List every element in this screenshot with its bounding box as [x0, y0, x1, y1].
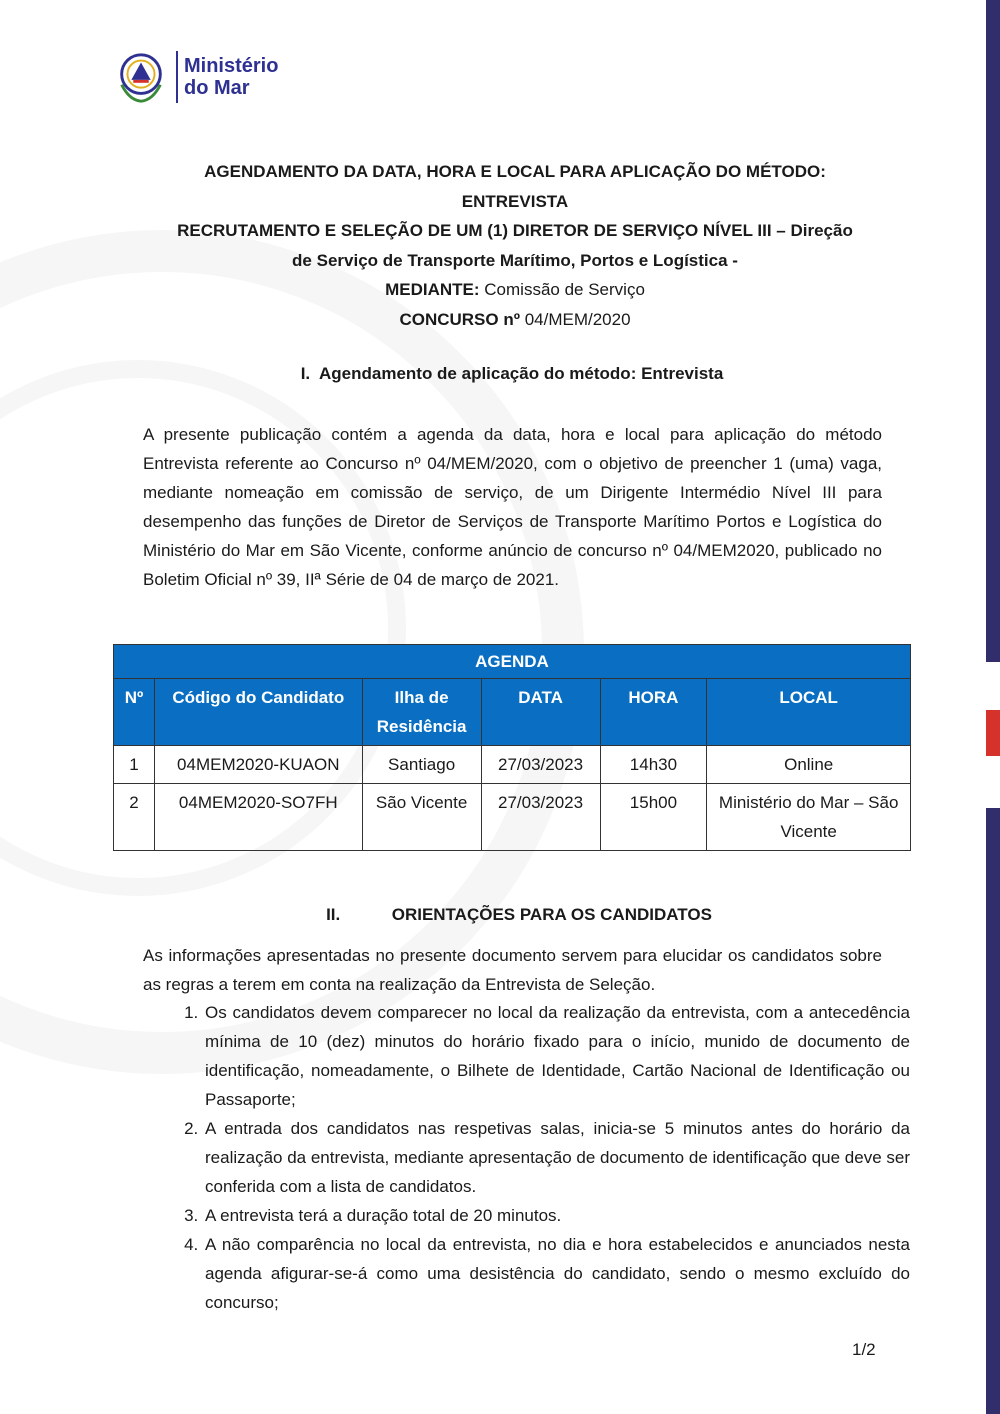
guidelines-list [175, 998, 910, 1317]
mediante-value: Comissão de Serviço [484, 280, 645, 299]
coat-of-arms-icon [112, 48, 170, 106]
header-location: LOCAL [707, 679, 911, 746]
page-number: 1/2 [852, 1340, 876, 1359]
list-item: 2. A entrada dos candidatos nas respetivas salas, inicia-se 5 minutos antes do horário da realização da entrevista, mediante apresentação de documento de identificação que deve ser conferida com a lista de candidatos. [203, 1114, 910, 1201]
table-row [114, 784, 911, 851]
logo-divider [176, 51, 178, 103]
cell-date: 27/03/2023 [481, 746, 600, 784]
section-2-intro: As informações apresentadas no presente documento servem para elucidar os candidatos sobre as regras a terem em conta na realização da Entrevista de Seleção. [143, 946, 882, 994]
ministry-logo [112, 48, 278, 106]
concurso-value: 04/MEM/2020 [524, 309, 631, 329]
header-number: Nº [114, 679, 155, 746]
cell-candidate-code: 04MEM2020-KUAON [154, 746, 362, 784]
title-line-2: ENTREVISTA [461, 191, 569, 211]
section-2-number: II. [326, 905, 341, 924]
cell-candidate-code: 04MEM2020-SO7FH [154, 784, 362, 851]
title-line-1: AGENDAMENTO DA DATA, HORA E LOCAL PARA APLICAÇÃO DO MÉTODO: [204, 162, 826, 181]
header-candidate-code: Código do Candidato [154, 679, 362, 746]
title-line-3: RECRUTAMENTO E SELEÇÃO DE UM (1) DIRETOR DE SERVIÇO NÍVEL III – Direção [177, 221, 853, 240]
mediante-label: MEDIANTE: [385, 280, 480, 299]
header-island: Ilha de Residência [362, 679, 481, 746]
header-time: HORA [600, 679, 707, 746]
side-stripe-blue-bottom [986, 808, 1000, 1414]
table-row [114, 746, 911, 784]
list-item: 1. Os candidatos devem comparecer no local da realização da entrevista, com a antecedência mínima de 10 (dez) minutos do horário fixado para o início, munido de documento de identificação, nomeadamente, o Bilhete de Identidade, Cartão Nacional de Identificação ou Passaporte; [203, 998, 910, 1114]
concurso-label: CONCURSO nº [399, 309, 520, 329]
side-stripe-red [986, 710, 1000, 756]
ministry-name [184, 55, 278, 99]
cell-time: 15h00 [600, 784, 707, 851]
section-2-heading [0, 905, 1000, 925]
cell-location: Online [707, 746, 911, 784]
title-line-4: de Serviço de Transporte Marítimo, Portos e Logística - [292, 250, 738, 270]
section-1-title: Agendamento de aplicação do método: Entrevista [318, 364, 724, 383]
section-2-title: ORIENTAÇÕES PARA OS CANDIDATOS [391, 905, 712, 924]
cell-location: Ministério do Mar – São Vicente [707, 784, 911, 851]
cell-number: 2 [114, 784, 155, 851]
section-1-heading [0, 364, 1000, 384]
cell-date: 27/03/2023 [481, 784, 600, 851]
cell-island: São Vicente [362, 784, 481, 851]
cell-number: 1 [114, 746, 155, 784]
list-item: 3. A entrevista terá a duração total de 20 minutos. [203, 1201, 910, 1230]
concurso-line [140, 305, 890, 335]
mediante-line [140, 275, 890, 305]
ministry-name-line2: do Mar [184, 77, 250, 99]
agenda-title: AGENDA [114, 645, 911, 679]
document-title [140, 157, 890, 334]
section-1-number: I. [300, 364, 311, 383]
section-1-paragraph: A presente publicação contém a agenda da data, hora e local para aplicação do método Entrevista referente ao Concurso nº 04/MEM/2020, com o objetivo de preencher 1 (uma) vaga, mediante nomeação em comissão de serviço, de um Dirigente Intermédio Nível III para desempenho das funções de Diretor de Serviços de Transporte Marítimo Portos e Logística do Ministério do Mar em São Vicente, conforme anúncio de concurso nº 04/MEM2020, publicado no Boletim Oficial nº 39, IIª Série de 04 de março de 2021. [143, 425, 882, 589]
header-date: DATA [481, 679, 600, 746]
agenda-table [113, 644, 911, 851]
list-item: 4. A não comparência no local da entrevista, no dia e hora estabelecidos e anunciados nesta agenda afigurar-se-á como uma desistência do candidato, sendo o mesmo excluído do concurso; [203, 1230, 910, 1317]
cell-time: 14h30 [600, 746, 707, 784]
side-stripe-blue-top [986, 0, 1000, 662]
ministry-name-line1: Ministério [184, 55, 279, 77]
cell-island: Santiago [362, 746, 481, 784]
